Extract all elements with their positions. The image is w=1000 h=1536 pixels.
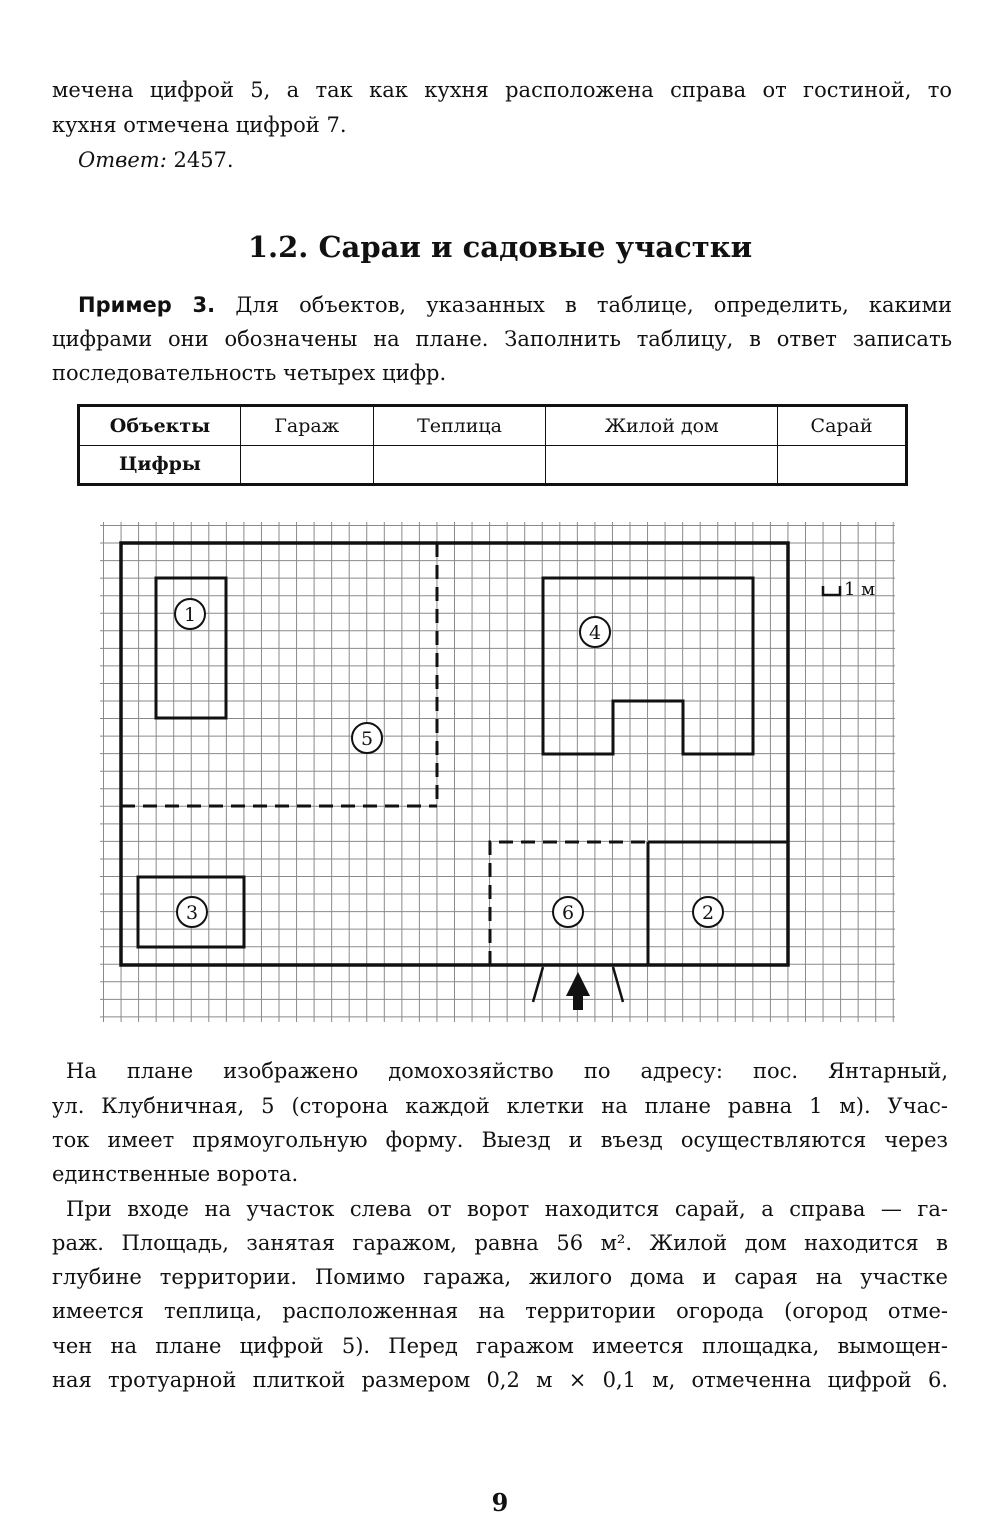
- gate-right-post: [613, 967, 623, 1002]
- desc-p2-line-6: ная тротуарной плиткой размером 0,2 м × 0,1 м, отмеченна цифрой 6.: [52, 1368, 948, 1392]
- svg-text:5: 5: [360, 728, 374, 750]
- column-garage: Гараж: [241, 406, 374, 446]
- svg-text:3: 3: [185, 902, 199, 924]
- scale-marker: [823, 586, 840, 595]
- desc-p2-line-4: имеется теплица, расположенная на территории огорода (огород отме-: [52, 1299, 948, 1323]
- row-header-objects: Объекты: [79, 406, 241, 446]
- section-title: 1.2. Сараи и садовые участки: [247, 230, 753, 264]
- intro-line-2: кухня отмечена цифрой 7.: [52, 113, 347, 137]
- desc-p2-line-5: чен на плане цифрой 5). Перед гаражом имеется площадка, вымощен-: [52, 1334, 948, 1358]
- column-shed: Сарай: [778, 406, 907, 446]
- page-number: 9: [491, 1488, 509, 1517]
- example-label: Пример 3.: [78, 293, 216, 317]
- table-row: [79, 445, 907, 485]
- example-line-1-rest: Для объектов, указанных в таблице, определить, какими: [235, 293, 952, 317]
- svg-text:2: 2: [701, 902, 715, 924]
- answer-line: [78, 150, 978, 171]
- example-line-3: последовательность четырех цифр.: [52, 361, 447, 385]
- desc-p2-line-1: При входе на участок слева от ворот находится сарай, а справа — га-: [66, 1197, 948, 1221]
- marker-5: [352, 723, 382, 753]
- answer-label: Ответ:: [78, 148, 167, 172]
- answer-value: 2457.: [173, 148, 234, 172]
- desc-p1-line-2: ул. Клубничная, 5 (сторона каждой клетки на плане равна 1 м). Учас-: [52, 1094, 948, 1118]
- marker-6: [553, 897, 583, 927]
- desc-p1-line-3: ток имеет прямоугольную форму. Выезд и въезд осуществляются через: [52, 1128, 948, 1152]
- marker-4: [580, 617, 610, 647]
- marker-1: [175, 599, 205, 629]
- desc-p2-line-3: глубине территории. Помимо гаража, жилого дома и сарая на участке: [52, 1265, 948, 1289]
- answer-cell-house[interactable]: [546, 445, 778, 485]
- marker-2: [693, 897, 723, 927]
- desc-p1-line-1: На плане изображено домохозяйство по адресу: пос. Янтарный,: [66, 1059, 948, 1083]
- marker-3: [177, 897, 207, 927]
- svg-text:6: 6: [561, 902, 575, 924]
- example-line-1: [78, 295, 952, 316]
- svg-text:1: 1: [183, 604, 197, 626]
- intro-line-1: мечена цифрой 5, а так как кухня расположена справа от гостиной, то: [52, 78, 952, 102]
- site-plan: [100, 522, 895, 1022]
- row-header-digits: Цифры: [79, 445, 241, 485]
- gate-left-post: [533, 967, 543, 1002]
- answer-cell-garage[interactable]: [241, 445, 374, 485]
- desc-p2-line-2: раж. Площадь, занятая гаражом, равна 56 м². Жилой дом находится в: [52, 1231, 948, 1255]
- desc-p1-line-4: единственные ворота.: [52, 1162, 299, 1186]
- entrance-arrow-icon: [566, 972, 590, 1010]
- example-line-2: цифрами они обозначены на плане. Заполнить таблицу, в ответ записать: [52, 327, 952, 351]
- svg-text:4: 4: [588, 622, 602, 644]
- column-house: Жилой дом: [546, 406, 778, 446]
- scale-label: 1 м: [844, 579, 876, 600]
- table-row: [79, 406, 907, 446]
- objects-table: [77, 404, 908, 486]
- column-greenhouse: Теплица: [373, 406, 546, 446]
- answer-cell-shed[interactable]: [778, 445, 907, 485]
- answer-cell-greenhouse[interactable]: [373, 445, 546, 485]
